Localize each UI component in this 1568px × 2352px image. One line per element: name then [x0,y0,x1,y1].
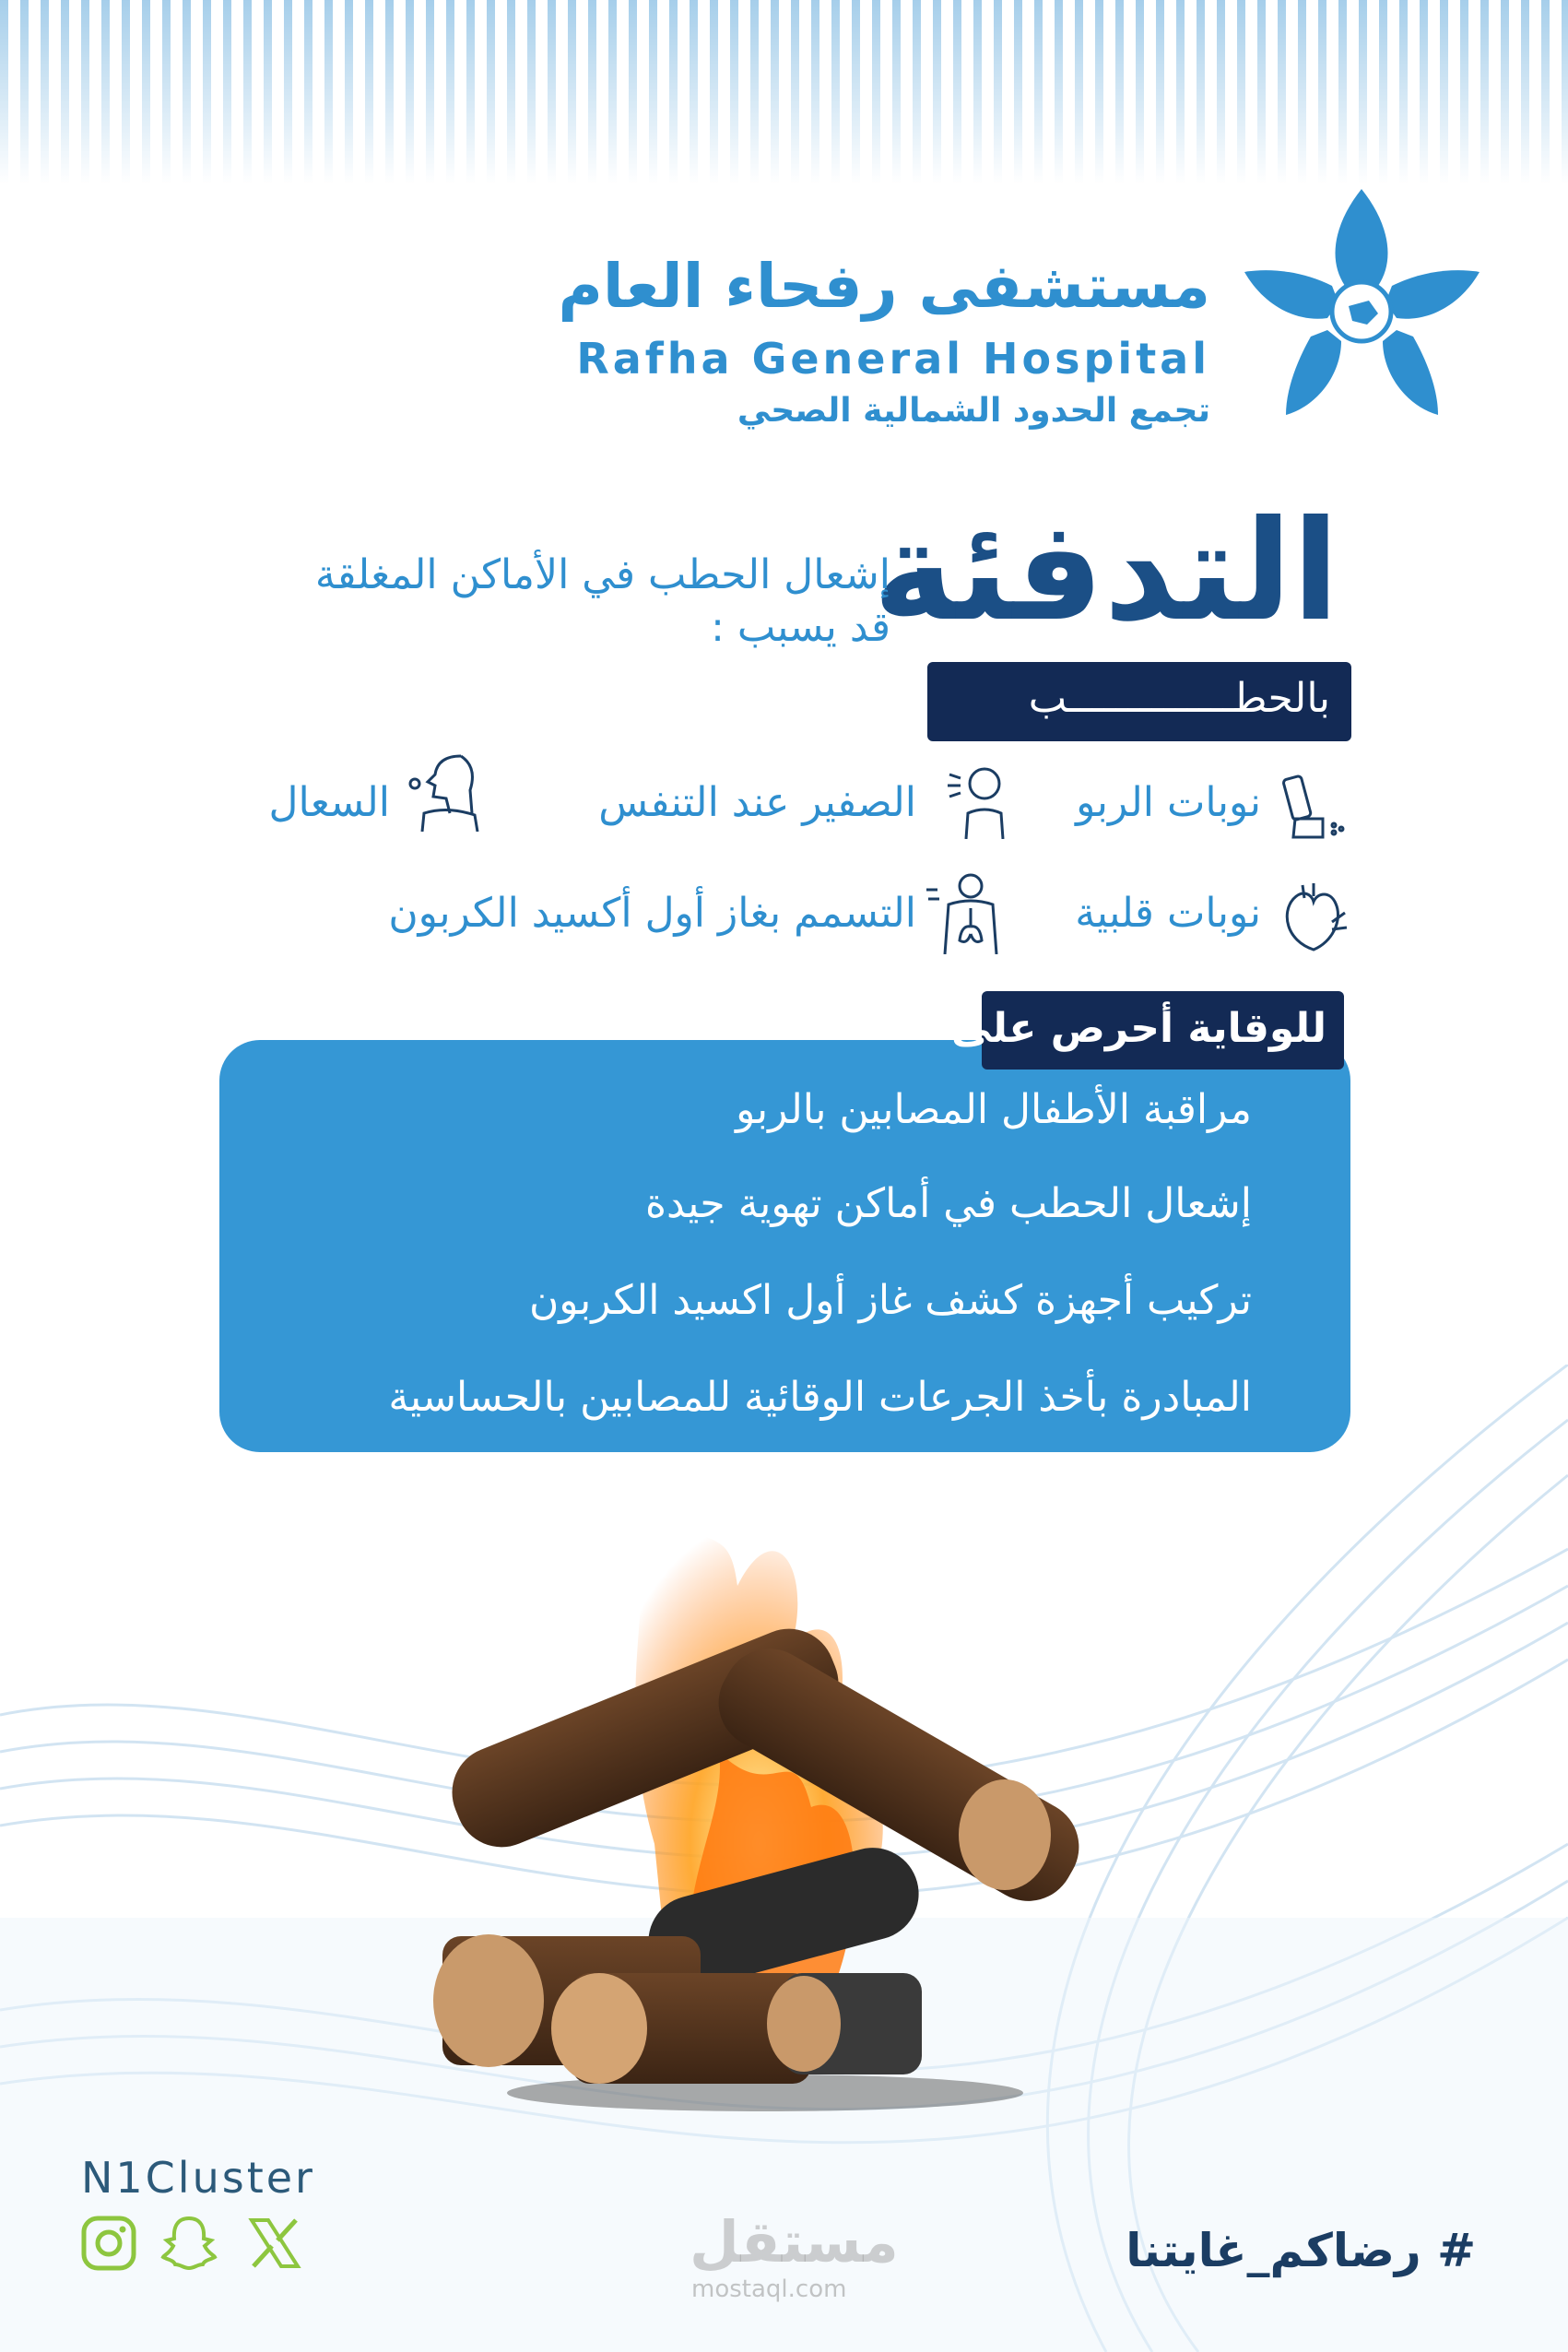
effect-label-asthma: نوبات الربو [1076,779,1261,826]
cluster-name: N1Cluster [81,2153,315,2203]
lungs-person-icon [925,871,998,954]
effect-label-co-poisoning: التسمم بغاز أول أكسيد الكربون [388,890,916,937]
prevention-item: إشعال الحطب في أماكن تهوية جيدة [644,1180,1252,1227]
health-cluster-name: تجمع الحدود الشمالية الصحي [737,392,1210,430]
watermark-arabic: مستقل [690,2208,899,2275]
intro-text [190,549,890,654]
effect-label-heart-attack: نوبات قلبية [1075,890,1261,937]
hospital-name-english: Rafha General Hospital [576,334,1210,384]
intro-line-1: إشعال الحطب في الأماكن المغلقة [314,551,890,598]
effect-label-wheezing: الصفير عند التنفس [598,779,916,826]
title-tag-text: بالحطــــــــــــــب [1028,675,1330,722]
snapchat-icon[interactable] [159,2213,219,2274]
x-icon[interactable] [244,2213,305,2274]
prevention-item: المبادرة بأخذ الجرعات الوقائية للمصابين بالحساسية [388,1374,1252,1421]
prevention-item: مراقبة الأطفال المصابين بالربو [736,1086,1252,1133]
instagram-icon[interactable] [78,2213,139,2274]
top-stripes-decoration [0,0,1568,184]
watermark-english: mostaql.com [691,2275,847,2303]
prevention-tag-text: للوقاية أحرص على [950,1005,1326,1052]
hospital-logo-emblem [1240,184,1484,420]
heart-icon [1277,876,1350,959]
coughing-person-icon [406,749,479,832]
hashtag-text: # رضاكم_غايتنا [1126,2224,1476,2277]
inhaler-icon [1277,768,1350,851]
page-title: التدفئة [872,491,1339,652]
wheezing-person-icon [940,756,1014,839]
effect-label-cough: السعال [268,779,390,826]
hospital-name-arabic: مستشفى رفحاء العام [558,251,1210,322]
prevention-item: تركيب أجهزة كشف غاز أول اكسيد الكربون [528,1277,1252,1324]
intro-line-2: قد يسبب : [711,604,890,652]
campfire-illustration [424,1457,1125,2121]
